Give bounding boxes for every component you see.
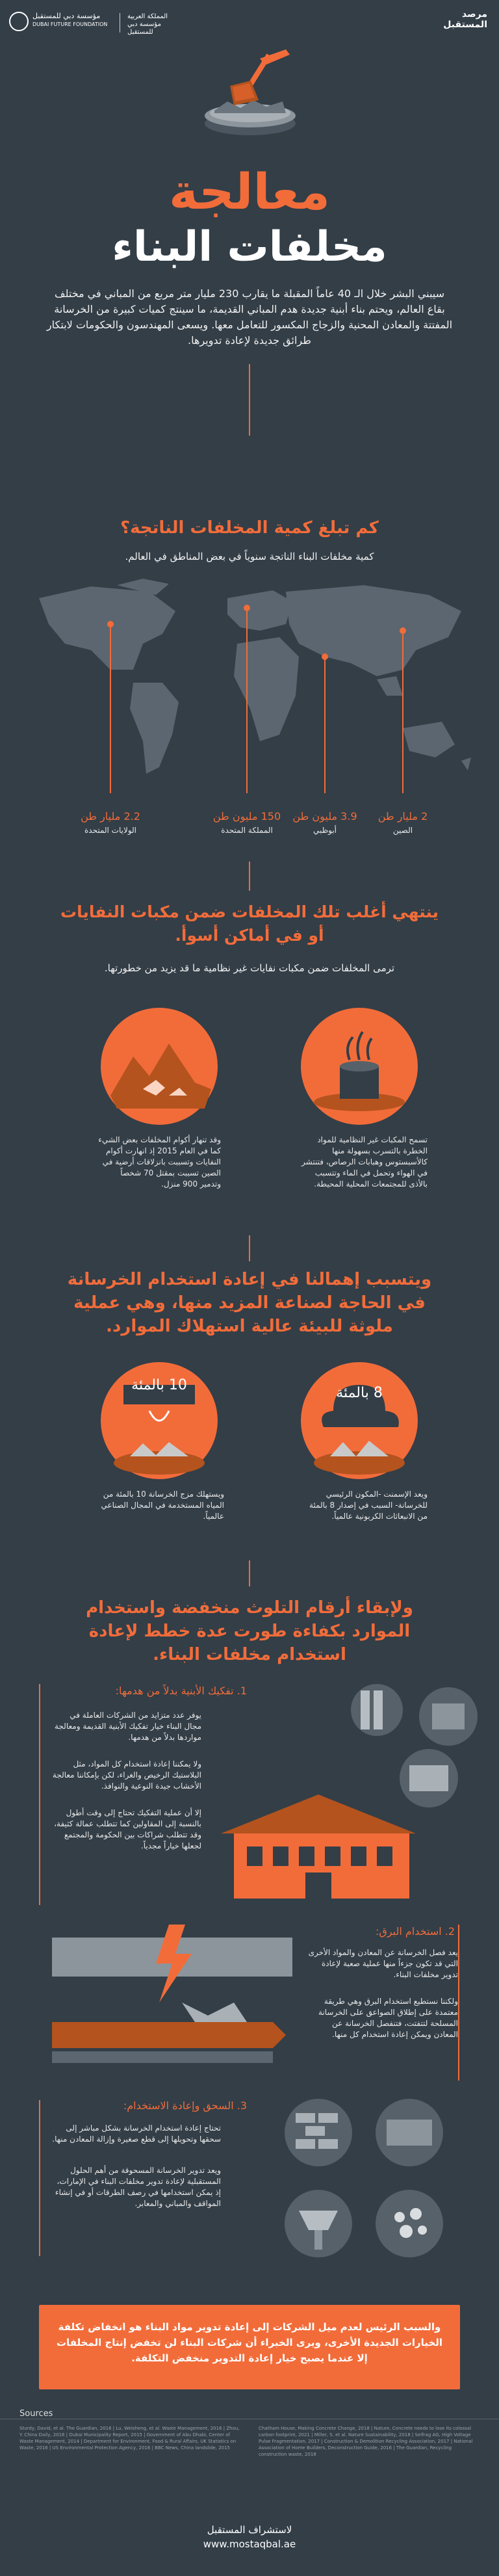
step3-para1: تحتاج إعادة استخدام الخرسانة بشكل مباشر إلى سحقها وتحويلها إلى قطع صغيرة وإزالة المعادن منها.: [52, 2123, 221, 2144]
section2-title-line1: ينتهي أغلب تلك المخلفات ضمن مكبات النفايات: [60, 902, 439, 921]
landslide-illustration: [97, 1005, 221, 1128]
section-divider: [249, 1235, 250, 1261]
stat-label: أبوظبي: [313, 826, 337, 835]
step1-para3: إلا أن عملية التفكيك تحتاج إلى وقت أطول بالنسبة إلى المقاولين كما تتطلب عمالة كثيفة، وقد تتطلب شراكات بين الحكومة والمجتمع لجعلها خياراً مجدياً.: [54, 1808, 201, 1850]
mostaqbal-logo-text: مرصد المستقبل: [443, 9, 487, 30]
uae-logo-text: المملكة العربية مؤسسة دبي للمستقبل: [127, 13, 168, 36]
section4-title-line1: ولإبقاء أرقام التلوث منخفضة واستخدام: [86, 1598, 413, 1618]
section3-title-line1: ويتسبب إهمالنا في إعادة استخدام الخرسانة: [67, 1270, 432, 1289]
dff-logo-text: [32, 12, 110, 29]
callout-text: والسبب الرئيس لعدم ميل الشركات إلى إعادة تدوير مواد البناء هو انخفاض تكلفة الخيارات الجديدة الأخرى، ويرى الخبراء أن شركات البناء لن تخفض إنتاج المخلفات إلا عندما يصبح خيار إعادة التدوير منخفض التكلفة.: [56, 2321, 443, 2364]
recycling-icons-illustration: [260, 2094, 468, 2289]
sources-title: Sources: [19, 2409, 53, 2419]
step2-para2: ولكننا نستطيع استخدام البرق وهي طريقة معتمدة على إطلاق الصواعق على الخرسانة المسلحة لتتفتت، فتنفصل الخرسانة عن المعادن ويمكن إعادة استخدام كل منها.: [318, 1997, 458, 2039]
stat-value: 3.9 مليون طن: [292, 810, 357, 822]
section-divider: [249, 364, 250, 436]
section2-right-text: تسمح المكبات غير النظامية للمواد الخطرة بالتسرب بسهولة منها كالأسبستوس وهبابات الرصاص، فتنتشر في الهواء وتحمل في الماء وتتسبب بالأذى للمجتمعات المحلية المحيطة.: [301, 1135, 428, 1189]
step1-title: 1. تفكيك الأبنية بدلاً من هدمها:: [115, 1685, 247, 1697]
section4-title-line2: الموارد بكفاءة طورت عدة خطط لإعادة: [88, 1622, 411, 1641]
section4-title: [19, 1596, 480, 1666]
stat-china: [364, 809, 442, 835]
section-divider: [249, 861, 250, 891]
mostaqbal-logo[interactable]: [442, 9, 487, 30]
section3-title-line2: في الحاجة لصناعة المزيد منها، وهي عملية: [73, 1293, 426, 1313]
section3-left-text: ويستهلك مزج الخرسانة 10 بالمئة من المياه المستخدمة في المجال الصناعي عالمياً.: [101, 1490, 224, 1521]
section4-title-line3: استخدام مخلفات البناء.: [153, 1645, 346, 1664]
step1-para1: يوفر عدد متزايد من الشركات العاملة في مجال البناء خيار تفكيك الأبنية القديمة ومعالجة مواردها بدلاً من هدمها.: [55, 1711, 201, 1742]
step3-title: 3. السحق وإعادة الاستخدام:: [123, 2099, 247, 2112]
stat-usa: [71, 809, 149, 835]
toxic-barrel-illustration: [298, 1005, 421, 1128]
stat-label: المملكة المتحدة: [221, 826, 273, 835]
section2-left-text: وقد تنهار أكوام المخلفات بعض الشيء كما في العام 2015 إذ انهارت أكوام النفايات وتسببت بانزلاقات أرضية في الصين تسببت بمقتل 70 شخصاً وتدمير 900 منزل.: [98, 1135, 221, 1189]
deconstruction-illustration: [214, 1664, 487, 1912]
bubble-10-percent: 10 بالمئة: [131, 1377, 187, 1393]
lightning-illustration: [52, 1925, 292, 2094]
step2-para1: يعد فصل الخرسانة عن المعادن والمواد الأخرى التي قد تكون جزءاً منها عملية صعبة لإعادة تدوير مخلفات البناء.: [308, 1948, 458, 1979]
dff-name-en: DUBAI FUTURE FOUNDATION: [32, 21, 108, 27]
stat-uk: [208, 809, 286, 835]
section3-title-line3: ملوثة للبيئة عالية استهلاك الموارد.: [106, 1317, 393, 1336]
stat-label: الولايات المتحدة: [84, 826, 137, 835]
stat-value: 2.2 مليار طن: [81, 810, 140, 822]
stat-value: 150 مليون طن: [212, 810, 281, 822]
header: [0, 0, 499, 52]
sources-left-column: Sturdy, David, et al. The Guardian, 2016 | Lu, Weisheng, et al. Waste Management, 2016 | Zhou, Y. China Daily, 2016 | Dubai Municipality Report, 2015 | Government of Abu Dhabi, Center of Waste Management, 2014 | Department for Environment, Food & Rural Affairs, UK Statistics on Waste, 2016 | US Environmental Protection Agency, 2016 | BBC News, China landslide, 2015: [19, 2426, 240, 2451]
section3-title: [19, 1268, 480, 1338]
step2-line: [458, 1925, 459, 2081]
step3-para2: ويعد تدوير الخرسانة المسحوقة من أهم الحلول المستقبلية لإعادة تدوير مخلفات البناء في الإمارات، إذ يمكن استخدامها في رصف الطرقات أو في إنشاء المواقف والمباني والمعابر.: [55, 2166, 221, 2208]
footer-tagline: لاستشراف المستقبل: [207, 2524, 292, 2536]
stat-label: الصين: [392, 826, 413, 835]
section1-title: كم تبلغ كمية المخلفات الناتجة؟: [120, 518, 379, 538]
dff-logo[interactable]: [9, 9, 185, 38]
page-title-line1: معالجة: [169, 163, 330, 220]
step1-para2: ولا يمكننا إعادة استخدام كل المواد، مثل البلاستيك الرخيص والغراء، لكن بإمكاننا معالجة الأخشاب جيدة النوعية والنوافذ.: [52, 1759, 201, 1791]
dff-name-ar: مؤسسة دبي للمستقبل: [32, 12, 101, 20]
page-title-line2: مخلفات البناء: [112, 223, 387, 271]
section-divider: [249, 1560, 250, 1586]
section2-subtitle: ترمى المخلفات ضمن مكبات نفايات غير نظامية ما قد يزيد من خطورتها.: [104, 962, 395, 974]
bubble-8-percent: 8 بالمئة: [336, 1385, 383, 1401]
section1-subtitle: كمية مخلفات البناء الناتجة سنوياً في بعض المناطق في العالم.: [125, 551, 374, 562]
shovel-rubble-illustration: [188, 46, 312, 143]
world-map: [13, 572, 486, 819]
section2-title: [19, 900, 480, 947]
footer-website-link[interactable]: www.mostaqbal.ae: [203, 2538, 296, 2550]
section2-title-line2: أو في أماكن أسوأ.: [175, 926, 324, 945]
step3-line: [39, 2100, 40, 2256]
intro-paragraph: سيبني البشر خلال الـ 40 عاماً المقبلة ما يقارب 230 مليار متر مربع من المباني في مختلف بقاع العالم، ويحتم بناء أبنية جديدة هدم المباني القديمة، ما سينتج كميات كبيرة من الخرسانة المفتتة والمعادن المحنية والزجاج المكسور للتعامل معها. ويسعى المهندسون والحكومات لابتكار طرائق جديدة لإعادة تدويرها.: [46, 287, 453, 347]
co2-cloud-illustration: [298, 1359, 421, 1482]
section3-right-text: ويعد الإسمنت -المكون الرئيسي للخرسانة- السبب في إصدار 8 بالمئة من الانبعاثات الكربونية عالمياً.: [309, 1490, 428, 1521]
sources-right-column: Chatham House, Making Concrete Change, 2018 | Nature, Concrete needs to lose its colossal carbon footprint, 2021 | Miller, S. et al. Nature Sustainability, 2018 | Selfrag AG, High Voltage Pulse Fragmentation, 2017 | Construction & Demolition Recycling Association, 2017 | National Association of Home Builders, Deconstruction Guide, 2016 | The Guardian, Recycling construction waste, 2018: [259, 2426, 473, 2457]
step2-title: 2. استخدام البرق:: [376, 1925, 455, 1938]
footer: [0, 2523, 499, 2551]
stat-abudhabi: [286, 809, 364, 835]
stat-value: 2 مليار طن: [377, 810, 428, 822]
dff-emblem-icon: [9, 12, 29, 31]
callout-box: [39, 2305, 460, 2389]
step1-line: [39, 1684, 40, 1905]
